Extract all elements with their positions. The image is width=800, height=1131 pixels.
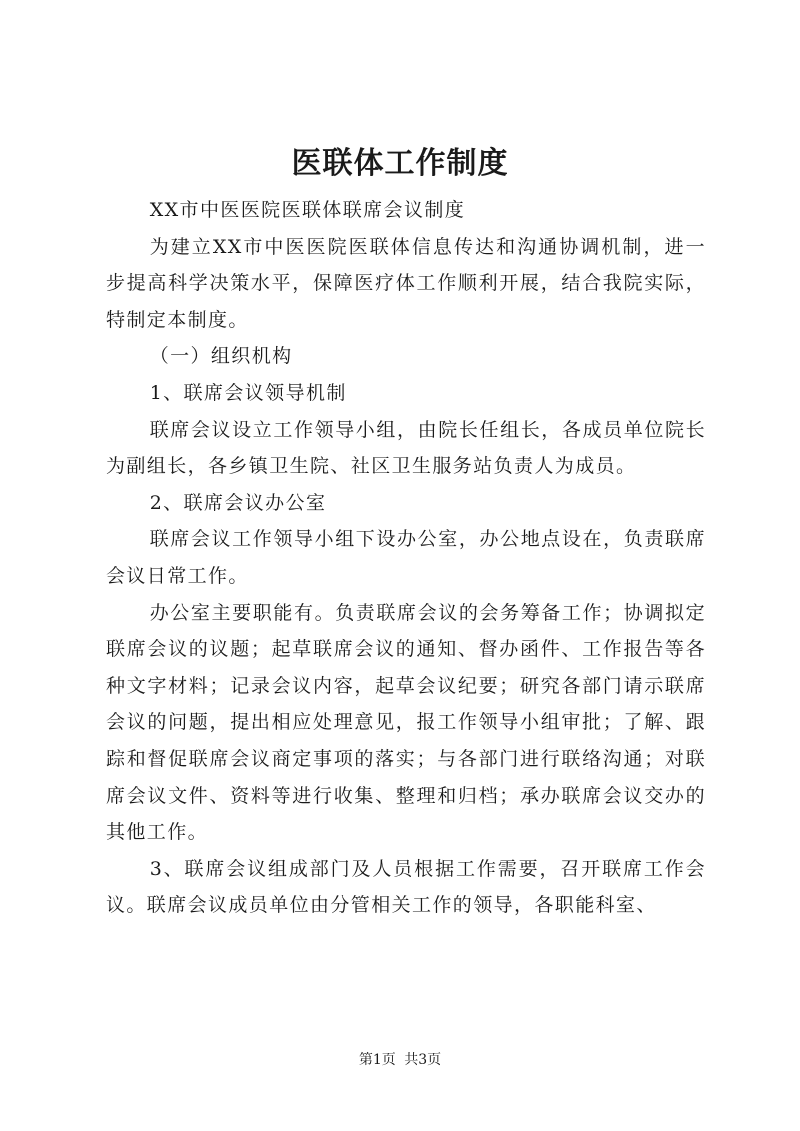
subsection-heading: 1、联席会议领导机制 xyxy=(149,381,347,404)
document-title: 医联体工作制度 xyxy=(291,146,509,181)
page-footer xyxy=(0,1050,800,1070)
paragraph: 为建立XX市中医医院医联体信息传达和沟通协调机制，进一步提高科学决策水平，保障医疗体工作顺利开展，结合我院实际，特制定本制度。 xyxy=(106,235,706,331)
document-body xyxy=(106,192,706,924)
page-number: 第1页 xyxy=(358,1052,396,1068)
section-heading: XX市中医医院医联体联席会议制度 xyxy=(149,199,466,221)
paragraph: 办公室主要职能有。负责联席会议的会务筹备工作；协调拟定联席会议的议题；起草联席会议的通知、督办函件、工作报告等各种文字材料；记录会议内容，起草会议纪要；研究各部门请示联席会议的问题，提出相应处理意见，报工作领导小组审批；了解、跟踪和督促联席会议商定事项的落实；与各部门进行联络沟通；对联席会议文件、资料等进行收集、整理和归档；承办联席会议交办的其他工作。 xyxy=(106,601,706,844)
paragraph: 联席会议工作领导小组下设办公室，办公地点设在，负责联席会议日常工作。 xyxy=(106,528,706,587)
paragraph: 联席会议设立工作领导小组，由院长任组长，各成员单位院长为副组长，各乡镇卫生院、社区卫生服务站负责人为成员。 xyxy=(106,418,706,478)
paragraph: 3、联席会议组成部门及人员根据工作需要，召开联席工作会议。联席会议成员单位由分管相关工作的领导，各职能科室、 xyxy=(106,857,706,917)
page-total: 共3页 xyxy=(404,1052,442,1068)
subsection-heading: （一）组织机构 xyxy=(149,345,293,368)
subsection-heading: 2、联席会议办公室 xyxy=(149,491,327,514)
